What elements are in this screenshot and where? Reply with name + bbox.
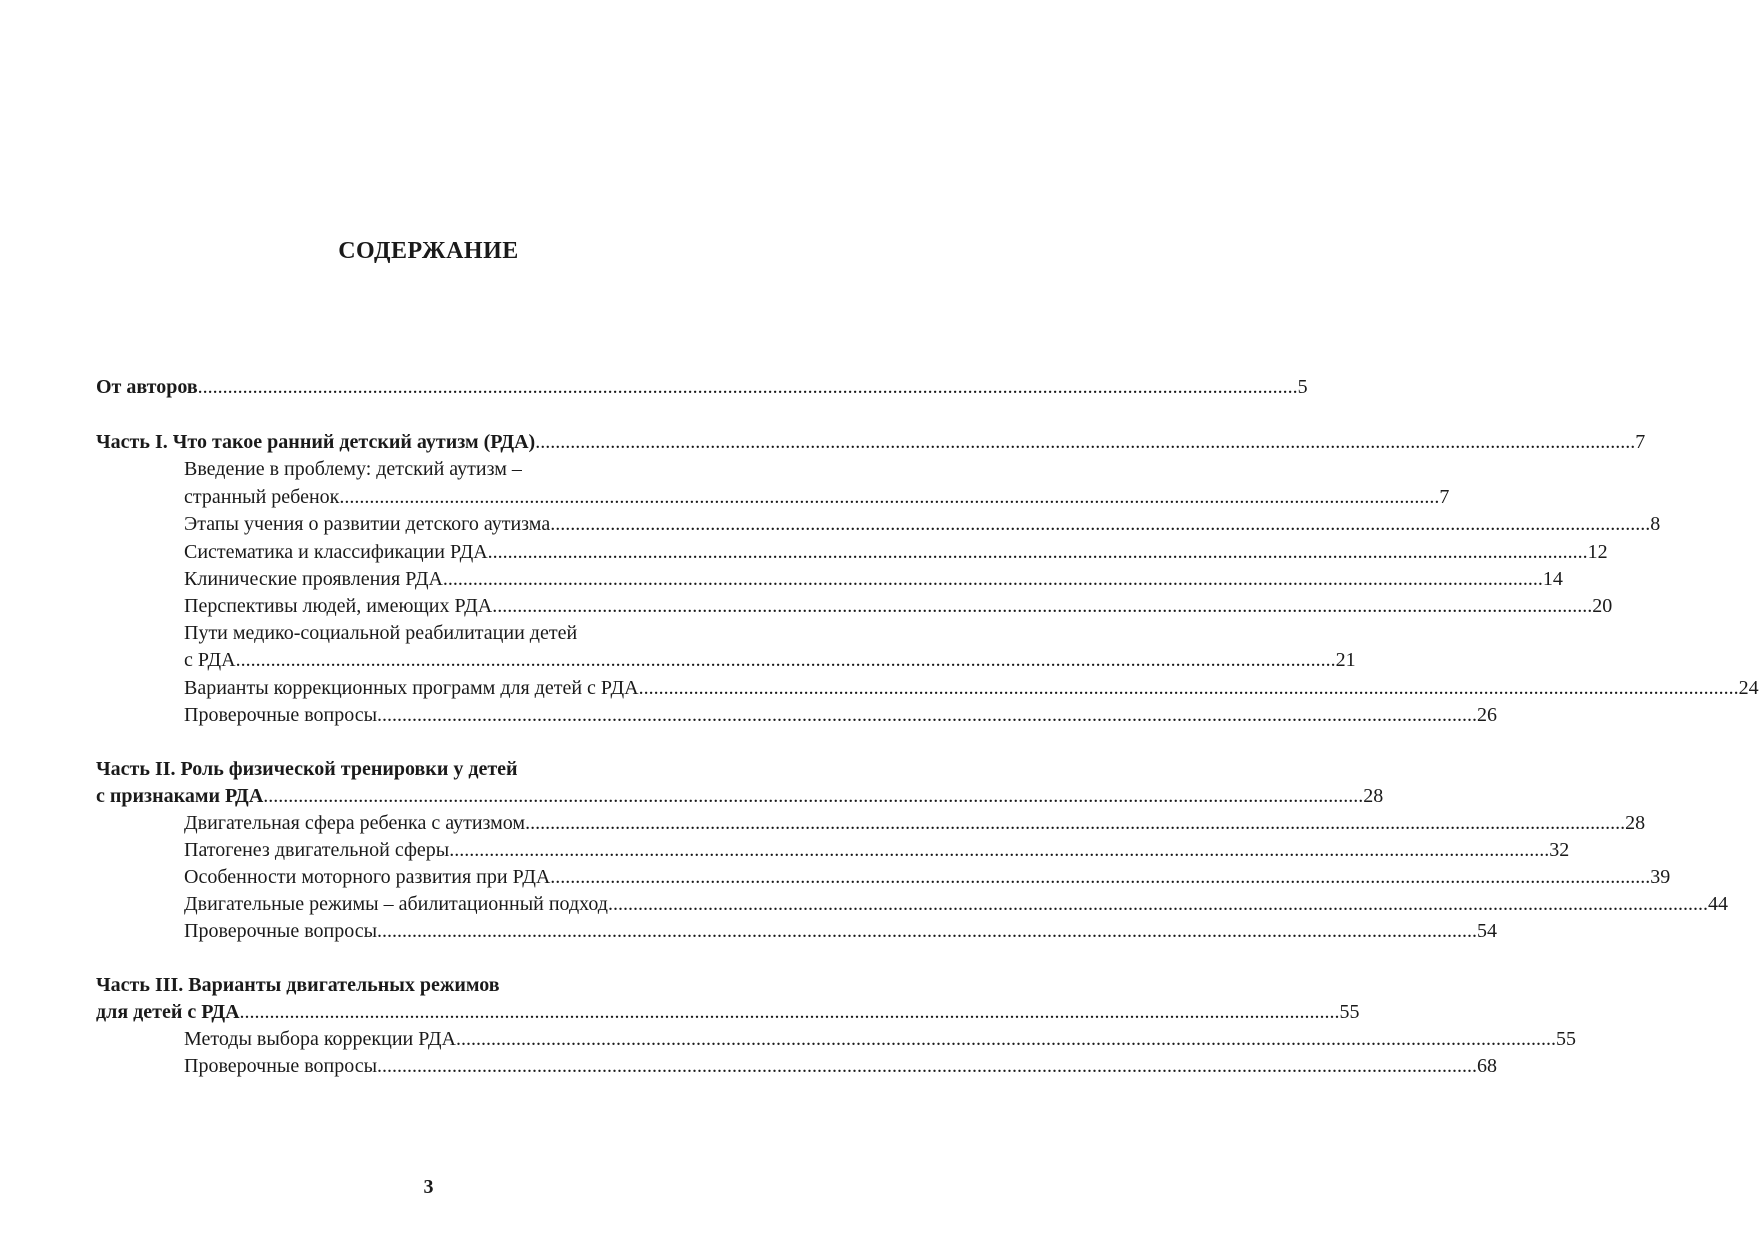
toc-entry-page: 55 (1339, 1001, 1360, 1023)
toc-entry-label: для детей с РДА (96, 1001, 240, 1023)
toc-entry-label: Введение в проблему: детский аутизм – (184, 458, 522, 480)
toc-leader-dots: ............................................................................................................................................................................................................................ (550, 513, 1651, 535)
toc-entry-part-2-cont[interactable] (96, 782, 1384, 810)
toc-entry-label: Клинические проявления РДА (184, 568, 443, 590)
toc-entry-page: 14 (1542, 568, 1563, 590)
toc-entry-pathogenesis[interactable] (184, 836, 1570, 864)
toc-entry-motor-development[interactable] (184, 863, 1671, 891)
toc-entry-page: 8 (1650, 513, 1661, 535)
toc-entry-perspectives[interactable] (184, 592, 1613, 620)
toc-leader-dots: ............................................................................................................................................................................................................................ (263, 785, 1364, 807)
toc-entry-label: Двигательные режимы – абилитационный подход (184, 893, 608, 915)
toc-entry-clinical[interactable] (184, 565, 1563, 593)
toc-leader-dots: ............................................................................................................................................................................................................................ (550, 866, 1651, 888)
toc-entry-page: 21 (1335, 649, 1356, 671)
toc-leader-dots: ............................................................................................................................................................................................................................ (525, 812, 1626, 834)
toc-entry-label: Проверочные вопросы (184, 920, 378, 942)
toc-leader-dots: ............................................................................................................................................................................................................................ (449, 839, 1550, 861)
toc-leader-dots: ............................................................................................................................................................................................................................ (239, 1001, 1340, 1023)
toc-entry-page: 7 (1635, 431, 1646, 453)
toc-entry-page: 26 (1477, 704, 1498, 726)
toc-entry-page: 12 (1587, 541, 1608, 563)
toc-entry-label: От авторов (96, 376, 198, 398)
toc-leader-dots: ............................................................................................................................................................................................................................ (377, 1055, 1478, 1077)
toc-entry-page: 44 (1707, 893, 1728, 915)
toc-entry-motor-sphere[interactable] (184, 809, 1646, 837)
toc-entry-label: Пути медико-социальной реабилитации детей (184, 622, 578, 644)
toc-entry-page: 20 (1592, 595, 1613, 617)
toc-entry-label: с РДА (184, 649, 236, 671)
toc-entry-rehab[interactable] (184, 619, 761, 647)
toc-entry-intro[interactable] (184, 455, 761, 483)
toc-entry-page: 28 (1363, 785, 1384, 807)
toc-leader-dots: ............................................................................................................................................................................................................................ (197, 376, 1298, 398)
toc-entry-part-2[interactable] (96, 755, 761, 783)
toc-leader-dots: ............................................................................................................................................................................................................................ (235, 649, 1336, 671)
toc-entry-label: Перспективы людей, имеющих РДА (184, 595, 493, 617)
toc-entry-label: Часть III. Варианты двигательных режимов (96, 974, 500, 996)
toc-entry-stages[interactable] (184, 510, 1661, 538)
toc-entry-intro-cont[interactable] (184, 483, 1450, 511)
toc-entry-page: 55 (1555, 1028, 1576, 1050)
toc-entry-authors[interactable] (96, 373, 1308, 401)
toc-entry-questions-1[interactable] (184, 701, 1498, 729)
toc-leader-dots: ............................................................................................................................................................................................................................ (377, 920, 1478, 942)
toc-entry-page: 39 (1650, 866, 1671, 888)
toc-entry-label: Методы выбора коррекции РДА (184, 1028, 456, 1050)
toc-entry-page: 32 (1549, 839, 1570, 861)
toc-entry-label: Систематика и классификации РДА (184, 541, 488, 563)
toc-leader-dots: ............................................................................................................................................................................................................................ (339, 486, 1440, 508)
toc-entry-label: с признаками РДА (96, 785, 264, 807)
toc-entry-label: Двигательная сфера ребенка с аутизмом (184, 812, 526, 834)
toc-entry-programs[interactable] (184, 674, 1759, 702)
toc-entry-rehab-cont[interactable] (184, 646, 1356, 674)
toc-entry-label: Варианты коррекционных программ для детей с РДА (184, 677, 639, 699)
toc-entry-questions-2[interactable] (184, 917, 1498, 945)
toc-leader-dots: ............................................................................................................................................................................................................................ (638, 677, 1739, 699)
toc-entry-part-3-cont[interactable] (96, 998, 1360, 1026)
toc-leader-dots: ............................................................................................................................................................................................................................ (455, 1028, 1556, 1050)
toc-entry-page: 24 (1738, 677, 1759, 699)
toc-leader-dots: ............................................................................................................................................................................................................................ (377, 704, 1478, 726)
toc-leader-dots: ............................................................................................................................................................................................................................ (487, 541, 1588, 563)
toc-entry-systematics[interactable] (184, 538, 1608, 566)
toc-entry-page: 28 (1625, 812, 1646, 834)
toc-leader-dots: ............................................................................................................................................................................................................................ (492, 595, 1593, 617)
page-number: 3 (423, 1176, 434, 1198)
toc-entry-part-3[interactable] (96, 971, 761, 999)
toc-entry-label: странный ребенок (184, 486, 340, 508)
toc-entry-page: 5 (1297, 376, 1308, 398)
toc-entry-label: Часть II. Роль физической тренировки у детей (96, 758, 518, 780)
toc-entry-label: Часть I. Что такое ранний детский аутизм (РДА) (96, 431, 536, 453)
toc-entry-motor-modes[interactable] (184, 890, 1728, 918)
toc-entry-correction-methods[interactable] (184, 1025, 1576, 1053)
toc-entry-page: 54 (1477, 920, 1498, 942)
toc-entry-label: Проверочные вопросы (184, 704, 378, 726)
toc-entry-page: 68 (1477, 1055, 1498, 1077)
page-title: СОДЕРЖАНИЕ (338, 238, 519, 264)
toc-entry-label: Патогенез двигательной сферы (184, 839, 450, 861)
toc-leader-dots: ............................................................................................................................................................................................................................ (442, 568, 1543, 590)
toc-entry-page: 7 (1439, 486, 1450, 508)
toc-entry-questions-3[interactable] (184, 1052, 1498, 1080)
toc-entry-part-1[interactable] (96, 428, 1646, 456)
toc-entry-label: Этапы учения о развитии детского аутизма (184, 513, 551, 535)
toc-leader-dots: ............................................................................................................................................................................................................................ (607, 893, 1708, 915)
toc-leader-dots: ............................................................................................................................................................................................................................ (535, 431, 1636, 453)
toc-entry-label: Особенности моторного развития при РДА (184, 866, 551, 888)
toc-entry-label: Проверочные вопросы (184, 1055, 378, 1077)
